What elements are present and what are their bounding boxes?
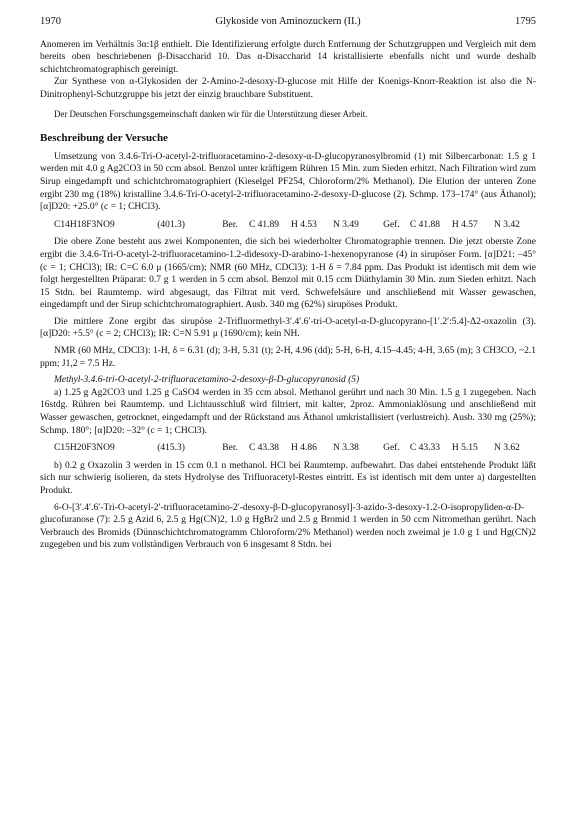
gef-h: H 4.57 [451,219,478,230]
formula-mw: (415.3) [157,443,185,454]
ber-n: N 3.49 [333,219,359,230]
paragraph-silver-carbonate: Umsetzung von 3.4.6-Tri-O-acetyl-2-trifluoracetamino-2-desoxy-α-D-glucopyranosylbromid (1) mit Silbercarbonat: 1.5 g 1 werden mit 4.0 g Ag2CO3 in 50 ccm absol. Benzol unter kräftigem Rühren 15 Min. zum Sieden erhitzt. Nach Filtration wird zum Sirup eingedampft und schichtchromatographiert (Kieselgel PF254, Chloroform/2% Methanol). Die Elution der unteren Zone ergibt 230 mg (18%) kristalline 3.4.6-Tri-O-acetyl-2-trifluoracetamino-2-desoxy-D-glucose (2). Schmp. 173–174° (aus Äthanol); [α]D20: +25.0° (c = 1; CHCl3). [40,151,536,213]
ber-h: H 4.86 [291,443,317,454]
header-title: Glykoside von Aminozuckern (II.) [215,16,361,27]
elemental-analysis-2 [40,442,536,455]
ber-c: C 43.38 [248,443,280,454]
ber-c: C 41.89 [248,219,280,230]
gef-c: C 43.33 [409,443,440,454]
section-heading: Beschreibung der Versuche [40,132,168,145]
formula-name: C15H20F3NO9 [54,443,115,454]
page-header [40,16,536,29]
gef-label: Gef. [383,219,400,230]
gef-label: Gef. [383,443,400,454]
paragraph-method-b: b) 0.2 g Oxazolin 3 werden in 15 ccm 0.1 n methanol. HCl bei Raumtemp. aufbewahrt. Das dabei entstehende Produkt läßt sich nur schwierig isolieren, da stets Hydrolyse des Trifluoracetyl-Restes eintritt. Es ist identisch mit dem unter a) dargestellten Produkt. [40,460,536,496]
formula-name: C14H18F3NO9 [54,219,115,230]
paragraph-nmr: NMR (60 MHz, CDCl3): 1-H, δ = 6.31 (d); 3-H, 5.31 (t); 2-H, 4.96 (dd); 5-H, 6-H, 4.15–4.45; 4-H, 3.65 (m); 3 CH3CO, ~2.1 ppm; J1,2 = 7.5 Hz. [40,346,536,369]
header-year: 1970 [40,16,61,27]
ber-n: N 3.38 [333,443,359,454]
ber-h: H 4.53 [291,219,317,230]
ber-label: Ber. [222,443,238,454]
paragraph-synthesis-summary: Zur Synthese von α-Glykosiden der 2-Amino-2-desoxy-D-glucose mit Hilfe der Koenigs-Knorr-Reaktion ist also die N-Dinitrophenyl-Schutzgruppe bis jetzt der einzig brauchbare Substituent. [40,77,536,100]
paragraph-anomers: Anomeren im Verhältnis 3α:1β enthielt. Die Identifizierung erfolgte durch Entfernung der Schutzgruppen und Vergleich mit dem bereits oben beschriebenen β-Disaccharid 10. Das α-Disaccharid 14 kristallisierte ebenfalls nicht und wurde deshalb schichtchromatographisch gereinigt. [40,39,536,75]
gef-h: H 5.15 [451,443,478,454]
gef-n: N 3.42 [493,219,520,230]
gef-c: C 41.88 [409,219,440,230]
gef-n: N 3.62 [493,443,520,454]
ber-label: Ber. [222,219,238,230]
header-page-number: 1795 [515,16,536,27]
acknowledgement: Der Deutschen Forschungsgemeinschaft danken wir für die Unterstützung dieser Arbeit. [54,108,368,119]
paragraph-method-a: a) 1.25 g Ag2CO3 und 1.25 g CaSO4 werden in 35 ccm absol. Methanol gerührt und nach 30 Min. 1.5 g 1 zugegeben. Nach 16stdg. Rühren bei Raumtemp. und Lichtausschluß wird filtriert, mit kalter, 2proz. Ammoniaklösung und anschließend mit Wasser gewaschen, getrocknet, eingedampft und der Rückstand aus Äthanol umkristallisiert (verlustreich). Ausb. 330 mg (25%); Schmp. 180°; [α]D20: –32° (c = 1; CHCl3). [40,387,536,436]
elemental-analysis-1 [40,219,536,232]
compound-title-5 [40,374,536,387]
paragraph-compound-7: 6-O-[3′.4′.6′-Tri-O-acetyl-2′-trifluoracetamino-2′-desoxy-β-D-glucopyranosyl]-3-azido-3-desoxy-1.2-O-isopropyliden-α-D-glucofuranose (7): 2.5 g Azid 6, 2.5 g Hg(CN)2, 1.0 g HgBr2 und 2.5 g Bromid 1 werden in 50 ccm Nitromethan gerührt. Nach Verbrauch des Bromids (Dünnschichtchromatogramm Chloroform/2% Methanol) werden noch zweimal je 1.0 g 1 und Hg(CN)2 zugegeben und bis zum vollständigen Verbrauch von 6 insgesamt 8 Stdn. bei [40,502,536,551]
paragraph-middle-zone: Die mittlere Zone ergibt das sirupöse 2-Trifluormethyl-3′.4′.6′-tri-O-acetyl-α-D-glucopyrano-[1′.2′:5.4]-Δ2-oxazolin (3). [α]D20: +5.5° (c = 2; CHCl3); IR: C=N 5.91 μ (1690/cm); kein NH. [40,316,536,340]
compound-title-text: Methyl-3.4.6-tri-O-acetyl-2-trifluoracetamino-2-desoxy-β-D-glucopyranosid (5) [54,375,360,386]
formula-mw: (401.3) [157,219,185,230]
paragraph-upper-zone: Die obere Zone besteht aus zwei Komponenten, die sich bei wiederholter Chromatographie trennen. Die jetzt oberste Zone ergibt die 3.4.6-Tri-O-acetyl-2-trifluoracetamino-1.2-didesoxy-D-arabino-1-hexenopyranose (4) in sirupöser Form. [α]D21: –45° (c = 1; CHCl3); IR: C=C 6.0 μ (1665/cm); NMR (60 MHz, CDCl3): 1-H δ = 7.84 ppm. Das Produkt ist identisch mit dem wie folgt hergestellten Präparat: 0.7 g 1 werden in 5 ccm absol. Benzol mit 0.15 ccm Diäthylamin 30 Min. zum Sieden erhitzt. Nach 15 Stdn. bei Raumtemp. wird abgesaugt, das Filtrat mit verd. Schwefelsäure und anschließend mit Wasser gewaschen, eingedampft und der Sirup schichtchromatographiert. Ausb. 340 mg (62%) sirupöses Produkt. [40,237,536,311]
